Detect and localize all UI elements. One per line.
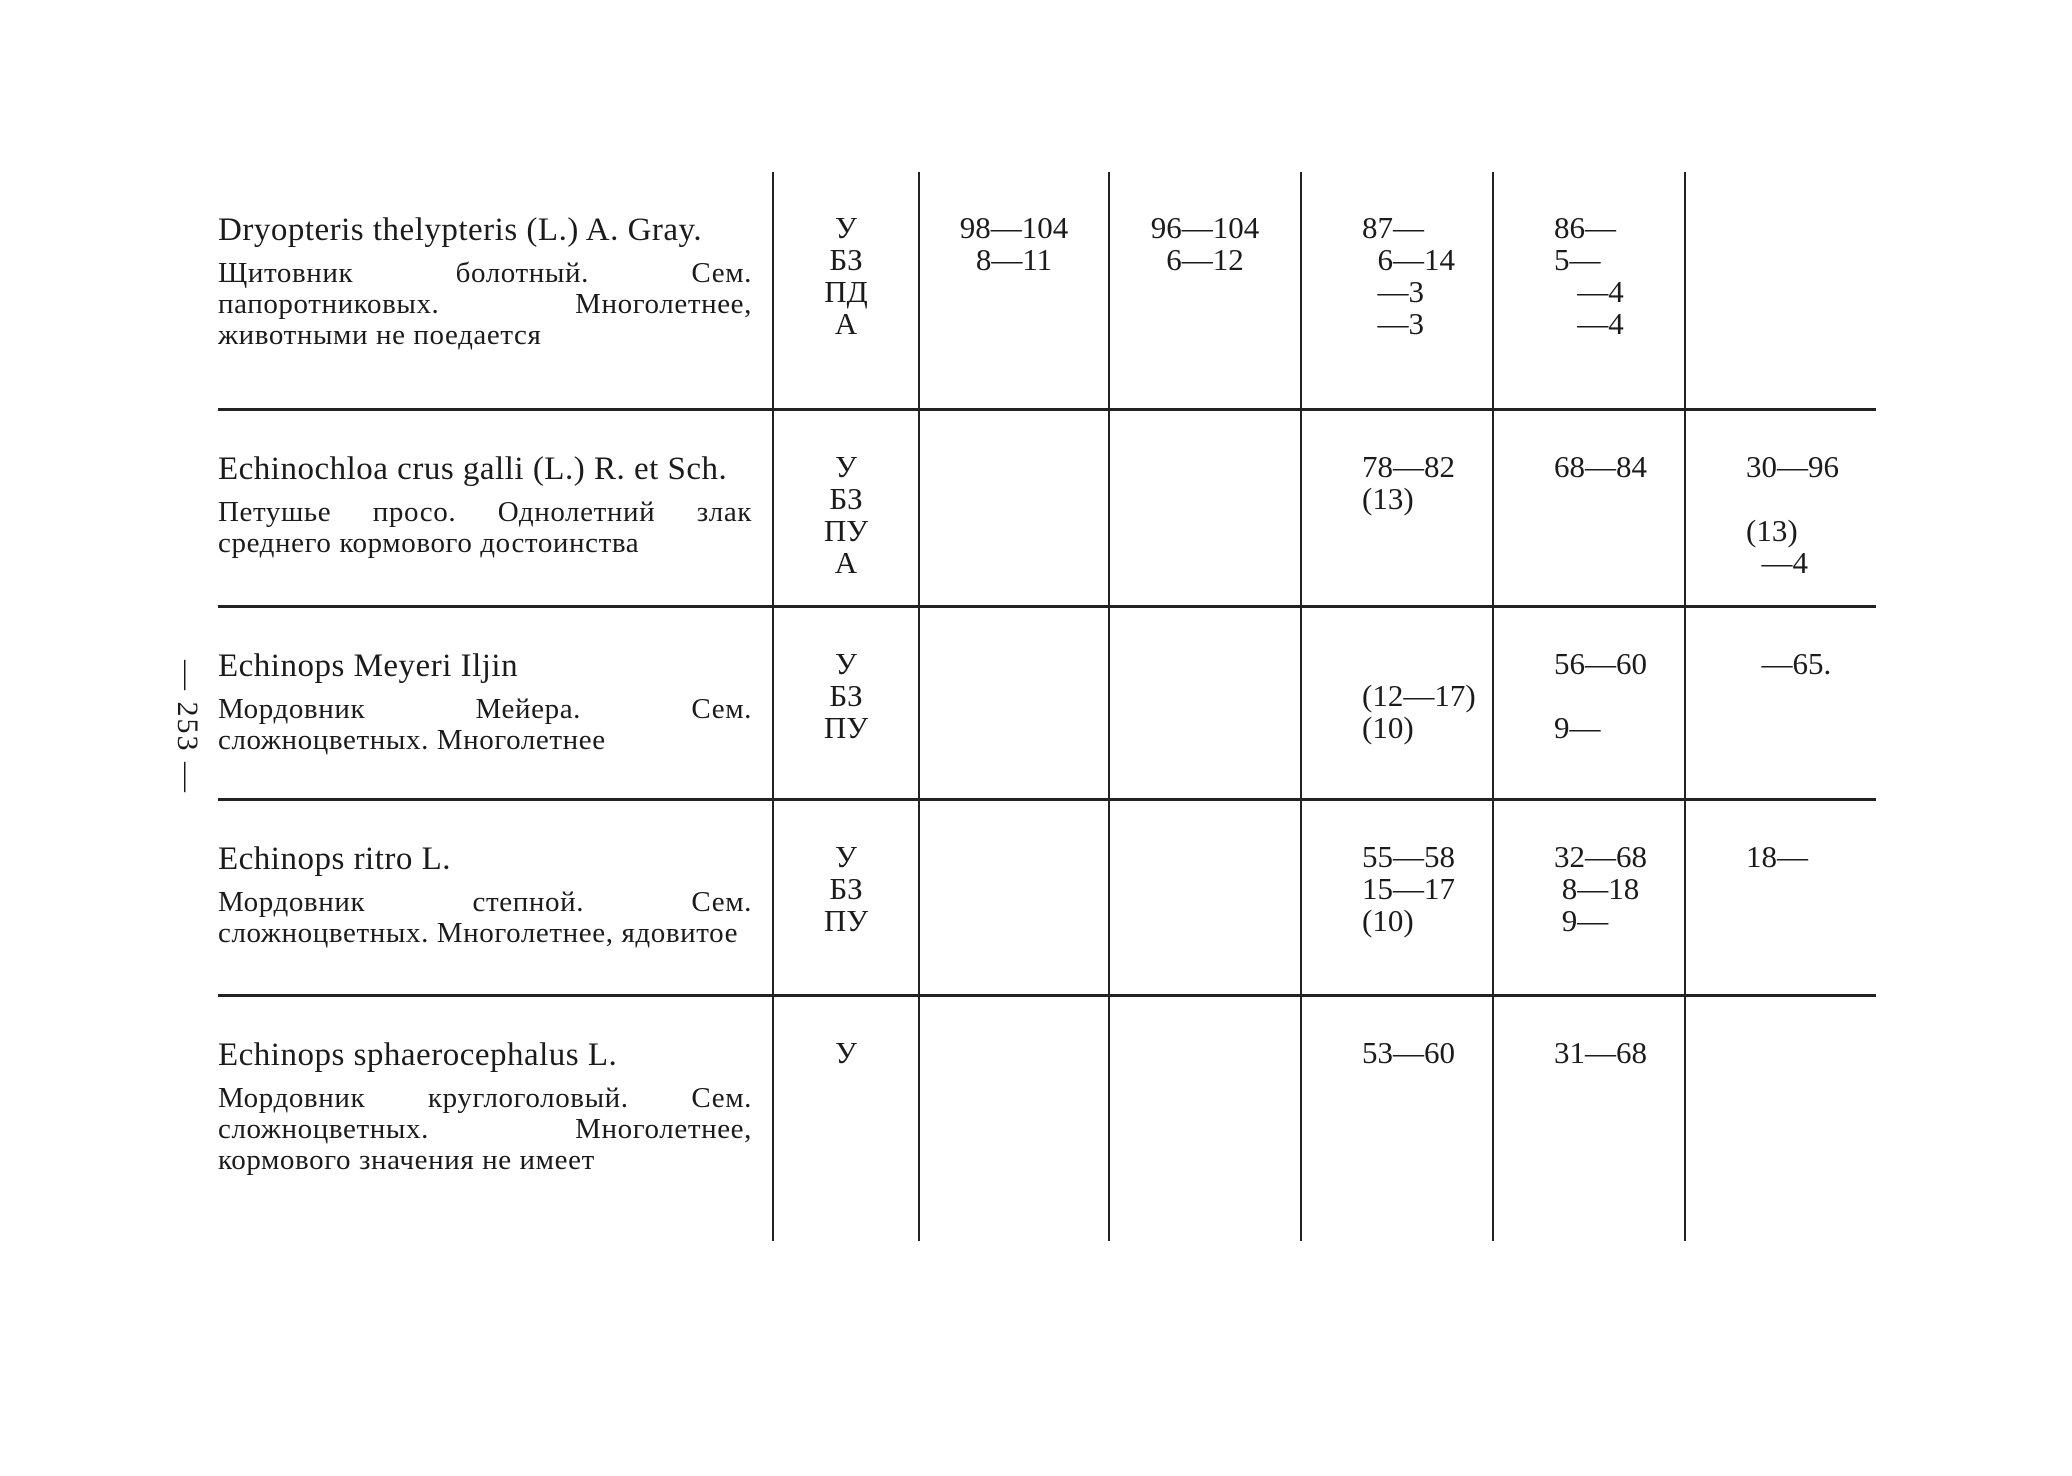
- value-column-4: 68—84: [1492, 411, 1684, 605]
- table-row: [218, 997, 1876, 1241]
- value-column-3: (12—17) (10): [1300, 608, 1492, 798]
- habitat-codes: У: [772, 997, 918, 1241]
- page-number: — 253 —: [171, 660, 204, 794]
- species-name-cell: [218, 411, 772, 605]
- value-column-4: 56—60 9—: [1492, 608, 1684, 798]
- value-column-3: 55—58 15—17 (10): [1300, 801, 1492, 994]
- value-column-5: 18—: [1684, 801, 1876, 994]
- habitat-codes: У БЗ ПУ: [772, 801, 918, 994]
- species-name-cell: [218, 172, 772, 408]
- value-column-3: 78—82 (13): [1300, 411, 1492, 605]
- value-column-1: [918, 608, 1108, 798]
- latin-name: Echinops ritro L.: [218, 841, 452, 877]
- value-column-1: [918, 801, 1108, 994]
- species-description: Петушье просо. Однолетний злак среднего кормового достоинства: [218, 496, 752, 559]
- latin-name: Dryopteris thelypteris (L.) A. Gray.: [218, 212, 703, 248]
- species-table: [218, 172, 1876, 1241]
- value-column-5: 30—96 (13) —4: [1684, 411, 1876, 605]
- habitat-codes: У БЗ ПУ: [772, 608, 918, 798]
- value-column-4: 86— 5— —4 —4: [1492, 172, 1684, 408]
- habitat-codes: У БЗ ПУ А: [772, 411, 918, 605]
- latin-name: Echinops Meyeri Iljin: [218, 648, 519, 684]
- table-row: [218, 411, 1876, 608]
- value-column-2: [1108, 997, 1300, 1241]
- value-column-5: [1684, 997, 1876, 1241]
- value-column-2: 96—104 6—12: [1108, 172, 1300, 408]
- habitat-codes: У БЗ ПД А: [772, 172, 918, 408]
- value-column-1: [918, 411, 1108, 605]
- value-column-4: 32—68 8—18 9—: [1492, 801, 1684, 994]
- value-column-5: —65.: [1684, 608, 1876, 798]
- species-name-cell: [218, 997, 772, 1241]
- species-description: Мордовник круглоголовый. Сем. сложноцветных. Многолетнее, кормового значения не имеет: [218, 1082, 752, 1176]
- species-name-cell: [218, 608, 772, 798]
- table-row: [218, 608, 1876, 801]
- value-column-2: [1108, 801, 1300, 994]
- table-row: [218, 801, 1876, 997]
- value-column-3: 87— 6—14 —3 —3: [1300, 172, 1492, 408]
- species-name-cell: [218, 801, 772, 994]
- latin-name: Echinops sphaerocephalus L.: [218, 1037, 618, 1073]
- species-description: Мордовник степной. Сем. сложноцветных. Многолетнее, ядовитое: [218, 886, 752, 949]
- table-row: [218, 172, 1876, 411]
- value-column-1: 98—104 8—11: [918, 172, 1108, 408]
- value-column-3: 53—60: [1300, 997, 1492, 1241]
- value-column-1: [918, 997, 1108, 1241]
- species-description: Мордовник Мейера. Сем. сложноцветных. Многолетнее: [218, 693, 752, 756]
- value-column-2: [1108, 411, 1300, 605]
- species-description: Щитовник болотный. Сем. папоротниковых. Многолетнее, животными не поедается: [218, 257, 752, 351]
- value-column-2: [1108, 608, 1300, 798]
- value-column-5: [1684, 172, 1876, 408]
- latin-name: Echinochloa crus galli (L.) R. et Sch.: [218, 451, 728, 487]
- value-column-4: 31—68: [1492, 997, 1684, 1241]
